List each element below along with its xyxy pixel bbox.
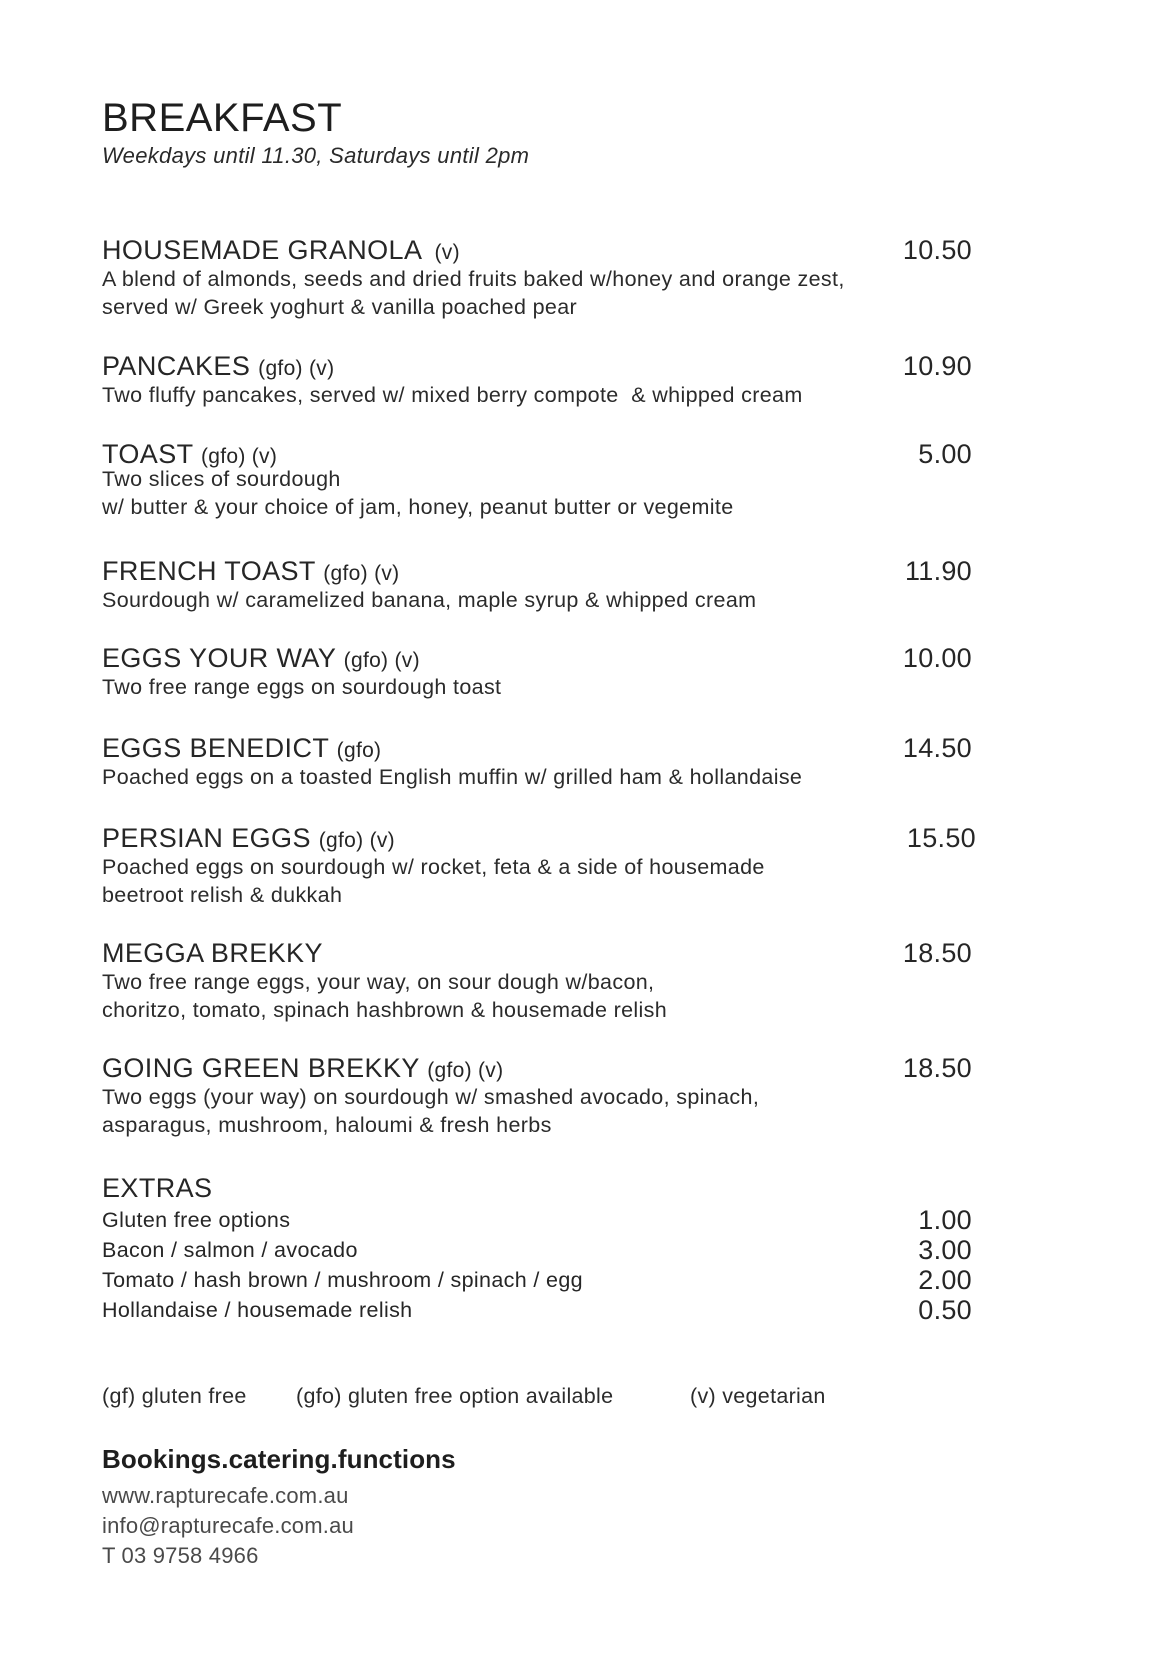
menu-item-price: 18.50	[902, 938, 972, 968]
menu-item-description: Poached eggs on a toasted English muffin w/ grilled ham & hollandaise	[102, 765, 803, 789]
menu-item-description: Two free range eggs, your way, on sour dough w/bacon,	[102, 970, 655, 994]
menu-item-tags: (v)	[428, 241, 460, 264]
menu-item-price: 10.90	[902, 351, 972, 381]
menu-item-price: 18.50	[902, 1053, 972, 1083]
menu-item-price: 10.00	[902, 643, 972, 673]
website-link[interactable]: www.rapturecafe.com.au	[102, 1483, 349, 1508]
menu-item-price: 11.90	[904, 556, 972, 586]
menu-item-price: 15.50	[906, 823, 976, 853]
menu-item-tags: (gfo)	[336, 739, 382, 762]
legend-gluten-free-option: (gfo) gluten free option available	[296, 1384, 614, 1408]
menu-item-description: Sourdough w/ caramelized banana, maple syrup & whipped cream	[102, 588, 757, 612]
menu-item-name: EGGS BENEDICT	[102, 733, 329, 763]
menu-item-title	[102, 1054, 503, 1085]
menu-item-tags: (gfo) (v)	[258, 357, 335, 380]
extra-label: Tomato / hash brown / mushroom / spinach / egg	[102, 1268, 583, 1292]
menu-item-description: A blend of almonds, seeds and dried fruits baked w/honey and orange zest,	[102, 267, 845, 291]
phone-number: T 03 9758 4966	[102, 1543, 259, 1568]
menu-item-name: HOUSEMADE GRANOLA	[102, 235, 423, 265]
menu-item-description: choritzo, tomato, spinach hashbrown & housemade relish	[102, 998, 668, 1022]
menu-item-name: PANCAKES	[102, 351, 251, 381]
extra-price: 1.00	[918, 1205, 972, 1235]
extra-price: 2.00	[918, 1265, 972, 1295]
page-title: BREAKFAST	[102, 96, 343, 140]
menu-item-description: w/ butter & your choice of jam, honey, peanut butter or vegemite	[102, 495, 734, 519]
menu-item-price: 14.50	[902, 733, 972, 763]
extra-label: Hollandaise / housemade relish	[102, 1298, 413, 1322]
legend-vegetarian: (v) vegetarian	[690, 1384, 826, 1408]
menu-item-description: asparagus, mushroom, haloumi & fresh herbs	[102, 1113, 552, 1137]
legend-gluten-free: (gf) gluten free	[102, 1384, 247, 1408]
menu-item-tags: (gfo) (v)	[427, 1059, 504, 1082]
extras-heading: EXTRAS	[102, 1173, 213, 1203]
menu-item-description: Two slices of sourdough	[102, 467, 341, 491]
menu-item-name: MEGGA BREKKY	[102, 938, 323, 968]
menu-item-description: Two fluffy pancakes, served w/ mixed berry compote & whipped cream	[102, 383, 803, 407]
menu-item-tags: (gfo) (v)	[343, 649, 420, 672]
bookings-heading: Bookings.catering.functions	[102, 1444, 456, 1474]
extra-price: 0.50	[918, 1295, 972, 1325]
menu-item-name: GOING GREEN BREKKY	[102, 1053, 420, 1083]
menu-item-description: Poached eggs on sourdough w/ rocket, feta & a side of housemade	[102, 855, 765, 879]
dietary-legend	[0, 1382, 1175, 1410]
menu-item-title	[102, 824, 395, 855]
menu-item-name: EGGS YOUR WAY	[102, 643, 336, 673]
page-subtitle: Weekdays until 11.30, Saturdays until 2pm	[102, 143, 530, 168]
menu-item-title	[102, 939, 323, 967]
menu-item-price: 5.00	[918, 439, 972, 469]
menu-item-title	[102, 352, 334, 383]
menu-item-name: PERSIAN EGGS	[102, 823, 311, 853]
menu-item-description: beetroot relish & dukkah	[102, 883, 343, 907]
menu-item-name: FRENCH TOAST	[102, 556, 316, 586]
menu-item-tags: (gfo) (v)	[200, 445, 278, 468]
extra-price: 3.00	[918, 1235, 972, 1265]
menu-item-description: served w/ Greek yoghurt & vanilla poached pear	[102, 295, 578, 319]
menu-item-tags: (gfo) (v)	[323, 562, 400, 585]
menu-item-tags: (gfo) (v)	[318, 829, 395, 852]
menu-item-title	[102, 557, 399, 588]
extra-label: Gluten free options	[102, 1208, 291, 1232]
menu-item-price: 10.50	[902, 235, 972, 265]
menu-item-title	[102, 734, 381, 765]
menu-item-description: Two eggs (your way) on sourdough w/ smashed avocado, spinach,	[102, 1085, 760, 1109]
menu-item-name: TOAST	[102, 439, 194, 469]
extra-label: Bacon / salmon / avocado	[102, 1238, 358, 1262]
menu-item-title	[102, 644, 420, 675]
menu-item-description: Two free range eggs on sourdough toast	[102, 675, 502, 699]
menu-item-title	[102, 236, 460, 267]
email-link[interactable]: info@rapturecafe.com.au	[102, 1513, 354, 1538]
